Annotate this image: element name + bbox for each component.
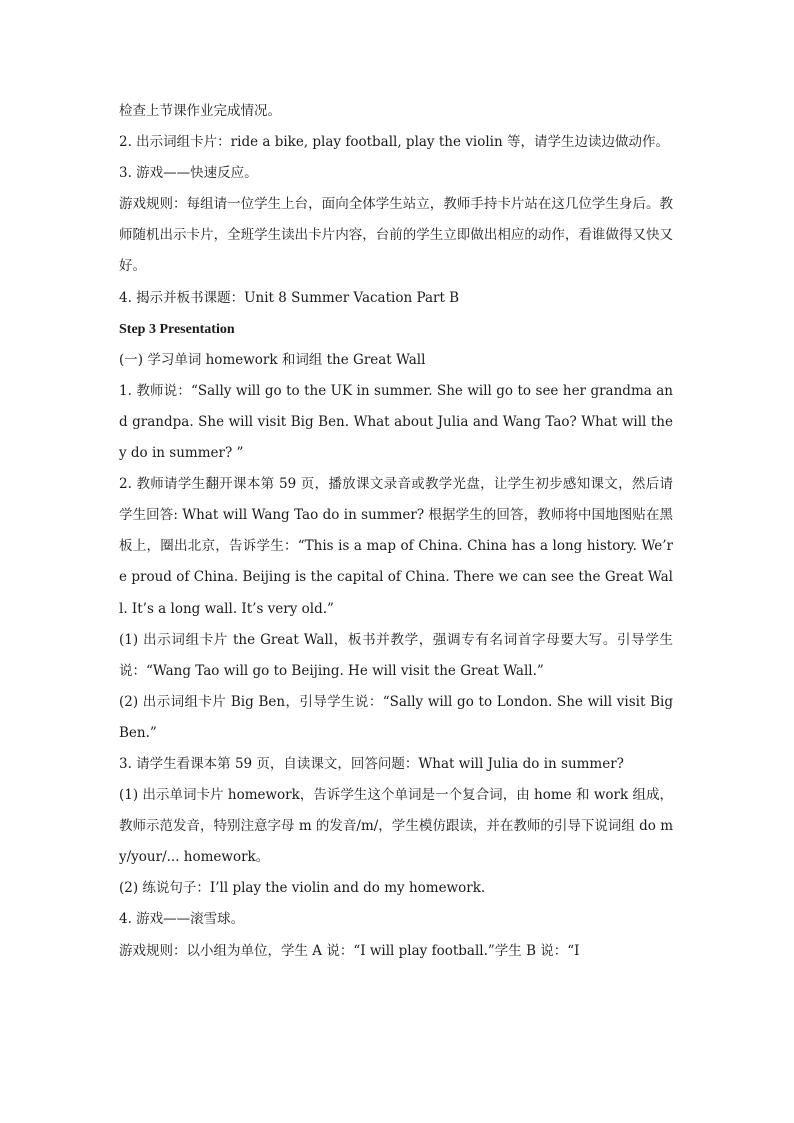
- paragraph-homework-check: 检查上节课作业完成情况。: [119, 103, 281, 119]
- paragraph-practice-sentence: (2) 练说句子：I’ll play the violin and do my homework.: [119, 880, 486, 897]
- document-body: [119, 96, 673, 967]
- paragraph-read-text: 3. 请学生看课本第 59 页，自读课文，回答问题：What will Julia do in summer?: [119, 755, 624, 772]
- paragraph-big-ben-card: (2) 出示词组卡片 Big Ben，引导学生说：“Sally will go to London. She will visit Big Ben.”: [119, 693, 673, 741]
- paragraph-phrase-cards: 2. 出示词组卡片：ride a bike, play football, play the violin 等，请学生边读边做动作。: [119, 134, 669, 151]
- paragraph-game-rules-2: 游戏规则：以小组为单位，学生 A 说：“I will play football.”学生 B 说：“I: [119, 942, 580, 959]
- paragraph-game-snowball: 4. 游戏——滚雪球。: [119, 911, 245, 928]
- paragraph-open-textbook: 2. 教师请学生翻开课本第 59 页，播放课文录音或教学光盘，让学生初步感知课文，然后请学生回答: What will Wang Tao do in summer? 根据学生的回答，教师将中国地图贴在黑板上，圈出北京，告诉学生：“This is a map of China. China has a long history. We’re proud of China. Beijing is the capital of China. There we can see the Great Wall. It’s a long wall. It’s very old.”: [119, 476, 673, 617]
- section-heading-presentation: Step 3 Presentation: [119, 321, 235, 337]
- paragraph-game-quick-reaction: 3. 游戏——快速反应。: [119, 165, 258, 182]
- paragraph-teacher-says: 1. 教师说：“Sally will go to the UK in summer. She will go to see her grandma and grandpa. She will visit Big Ben. What about Julia and Wang Tao? What will they do in summer? ”: [119, 382, 673, 462]
- paragraph-great-wall-card: (1) 出示词组卡片 the Great Wall，板书并教学，强调专有名词首字母要大写。引导学生说：“Wang Tao will go to Beijing. He will visit the Great Wall.”: [119, 631, 673, 679]
- paragraph-lesson-title: 4. 揭示并板书课题：Unit 8 Summer Vacation Part B: [119, 289, 460, 306]
- paragraph-learn-words: (一) 学习单词 homework 和词组 the Great Wall: [119, 351, 426, 368]
- paragraph-game-rules-1: 游戏规则：每组请一位学生上台，面向全体学生站立，教师手持卡片站在这几位学生身后。教师随机出示卡片，全班学生读出卡片内容，台前的学生立即做出相应的动作，看谁做得又快又好。: [119, 196, 673, 275]
- paragraph-homework-card: (1) 出示单词卡片 homework，告诉学生这个单词是一个复合词，由 home 和 work 组成，教师示范发音，特别注意字母 m 的发音/m/，学生模仿跟读，并在教师的引导下说词组 do my/your/... homework。: [119, 787, 673, 866]
